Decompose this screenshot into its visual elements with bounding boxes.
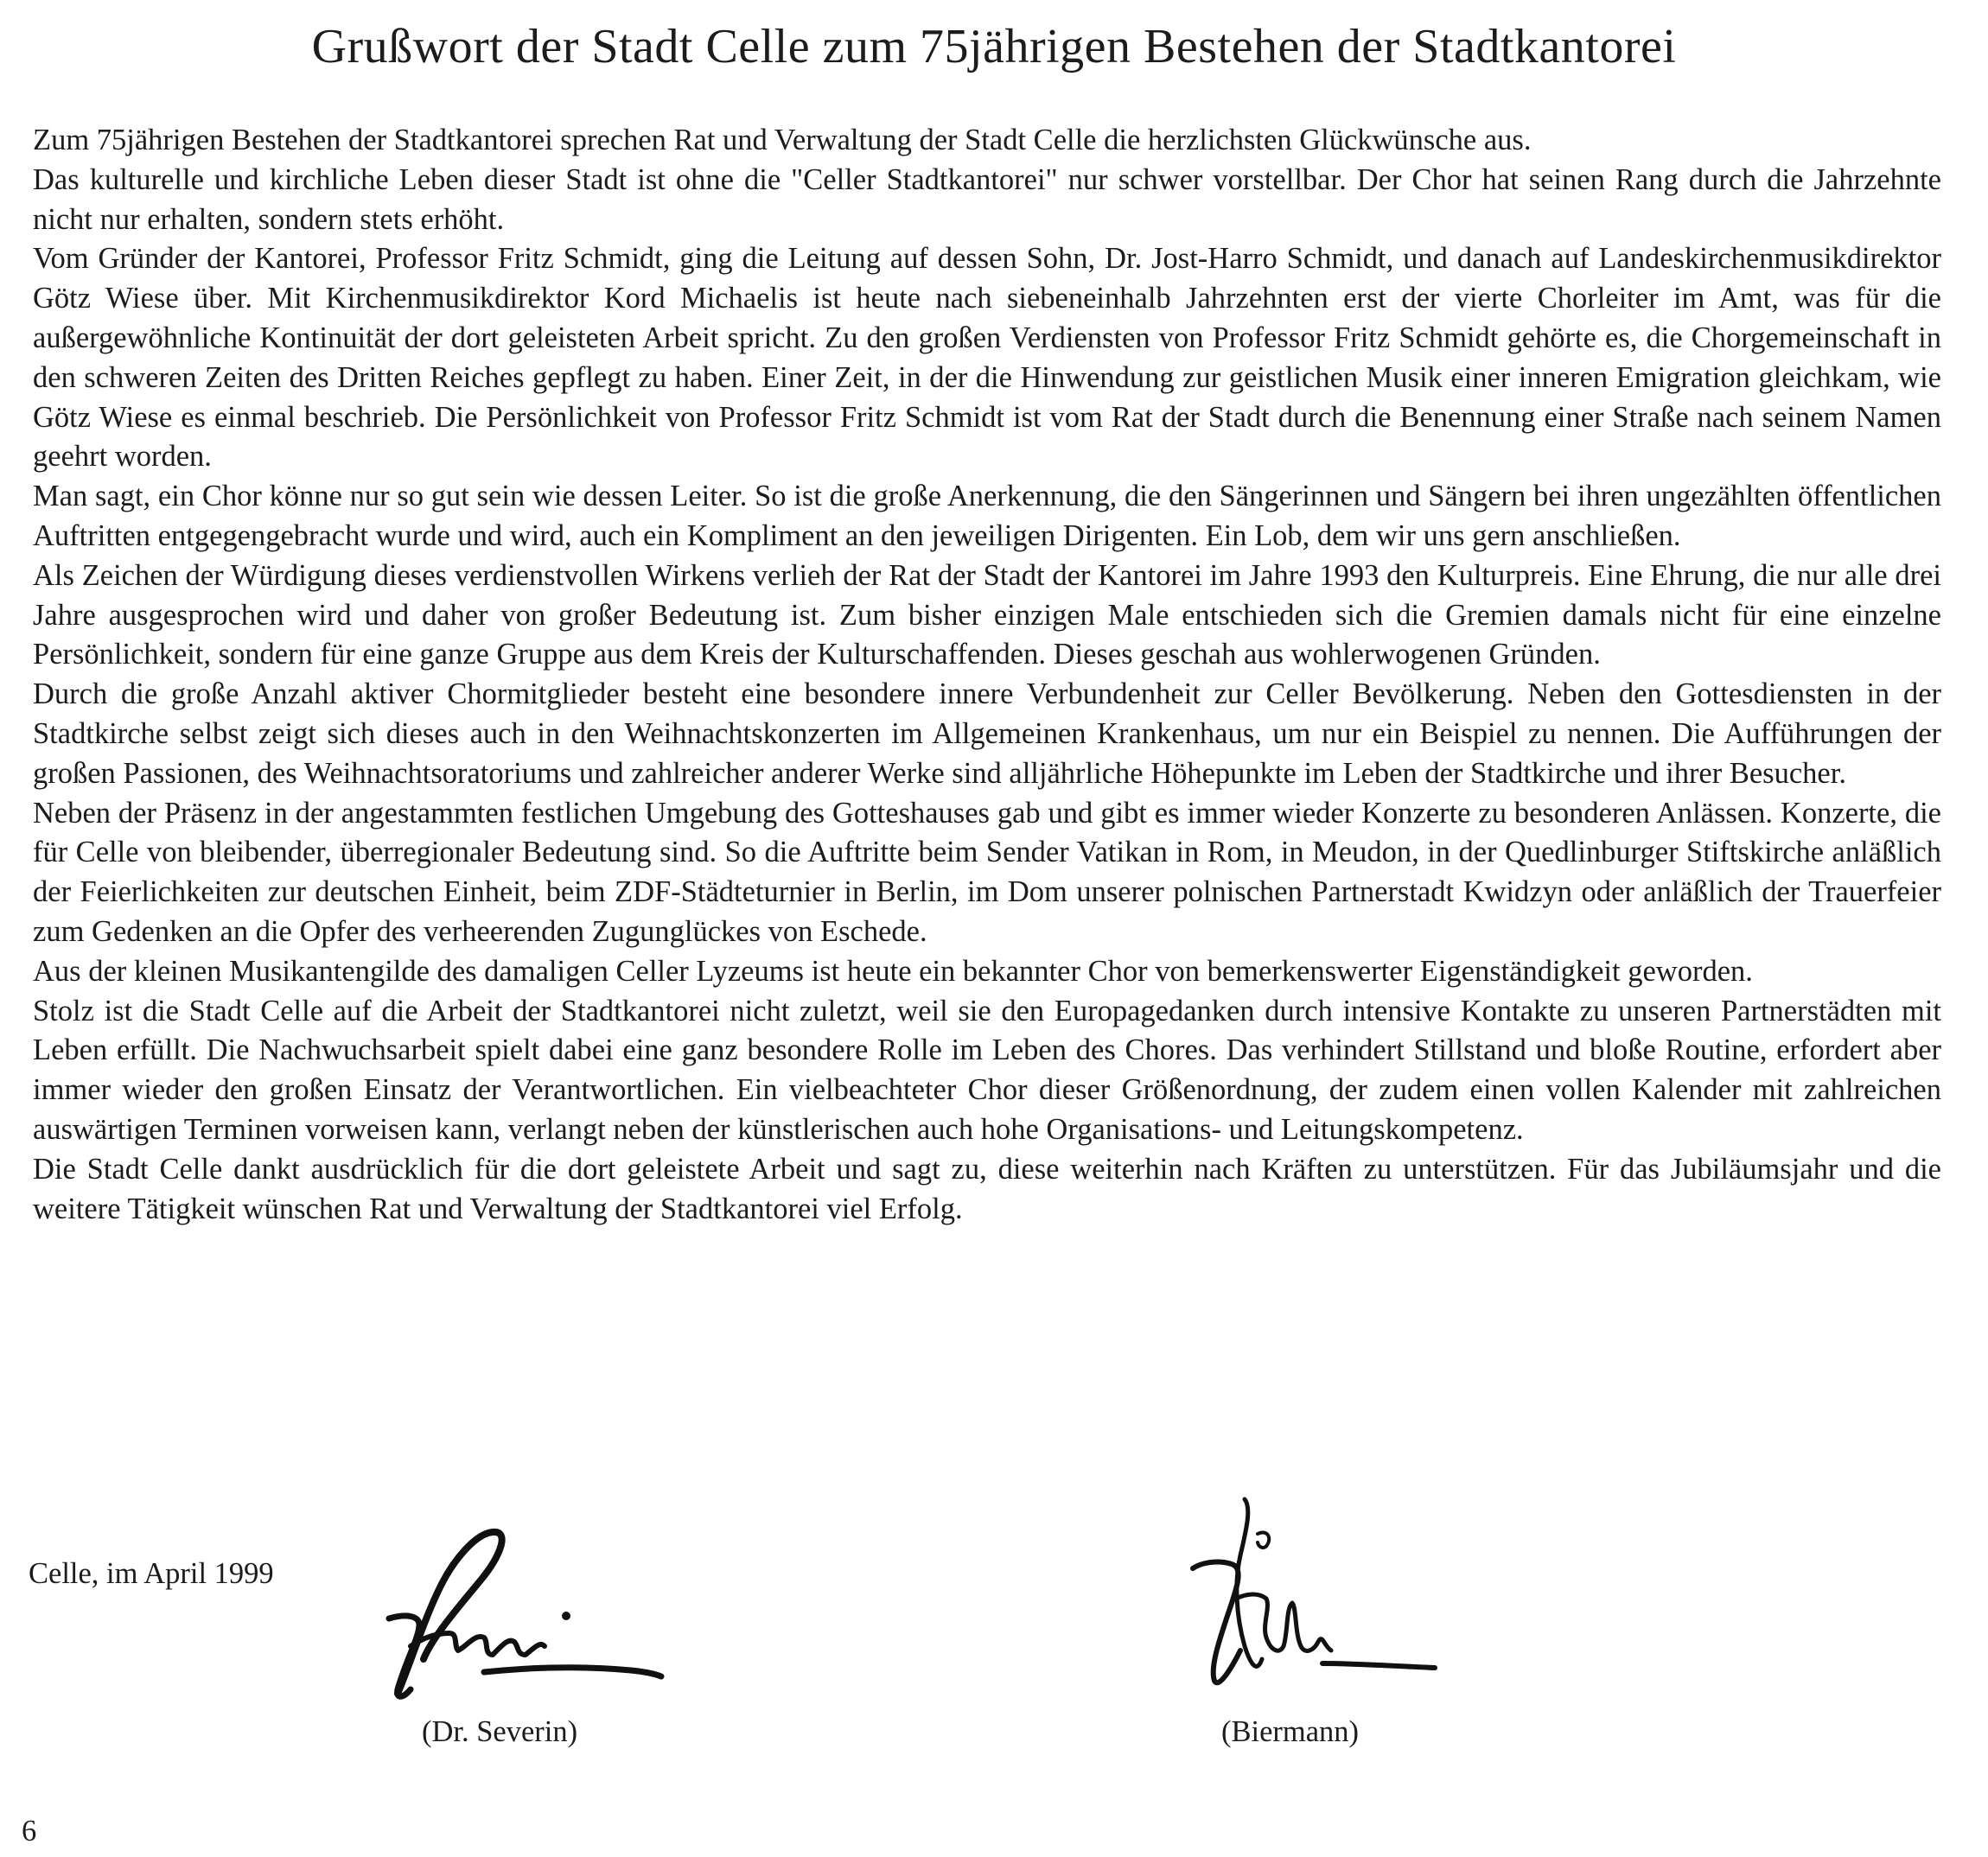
paragraph: Zum 75jährigen Bestehen der Stadtkantorei sprechen Rat und Verwaltung der Stadt Celle die herzlichsten Glückwünsche aus. xyxy=(33,124,1532,156)
signature-severin-icon xyxy=(372,1517,674,1715)
signer-name-severin: (Dr. Severin) xyxy=(422,1715,578,1748)
paragraph: Die Stadt Celle dankt ausdrücklich für die dort geleistete Arbeit und sagt zu, diese weiterhin nach Kräften zu unterstützen. Für das Jubiläumsjahr und die weitere Tätigkeit wünschen Rat und Verwaltung der Stadtkantorei viel Erfolg. xyxy=(33,1152,1941,1225)
page-number: 6 xyxy=(22,1815,37,1847)
paragraph: Vom Gründer der Kantorei, Professor Fritz Schmidt, ging die Leitung auf dessen Sohn, Dr. Jost-Harro Schmidt, und danach auf Landeskirchenmusikdirektor Götz Wiese über. Mit Kirchenmusikdirektor Kord Michaelis ist heute nach siebeneinhalb Jahrzehnten erst der vierte Chorleiter im Amt, was für die außergewöhnliche Kontinuität der dort geleisteten Arbeit spricht. Zu den großen Verdiensten von Professor Fritz Schmidt gehörte es, die Chorgemeinschaft in den schweren Zeiten des Dritten Reiches gepflegt zu haben. Einer Zeit, in der die Hinwendung zur geistlichen Musik einer inneren Emigration gleichkam, wie Götz Wiese es einmal beschrieb. Die Persönlichkeit von Professor Fritz Schmidt ist vom Rat der Stadt durch die Benennung einer Straße nach seinem Namen geehrt worden. xyxy=(33,242,1941,474)
paragraph: Durch die große Anzahl aktiver Chormitglieder besteht eine besondere innere Verbundenheit zur Celler Bevölkerung. Neben den Gottesdiensten in der Stadtkirche selbst zeigt sich dieses auch in den Weihnachtskonzerten im Allgemeinen Krankenhaus, um nur ein Beispiel zu nennen. Die Aufführungen der großen Passionen, des Weihnachtsoratoriums und zahlreicher anderer Werke sind alljährliche Höhepunkte im Leben der Stadtkirche und ihrer Besucher. xyxy=(33,677,1941,790)
paragraph: Neben der Präsenz in der angestammten festlichen Umgebung des Gotteshauses gab und gibt es immer wieder Konzerte zu besonderen Anlässen. Konzerte, die für Celle von bleibender, überregionaler Bedeutung sind. So die Auftritte beim Sender Vatikan in Rom, in Meudon, in der Quedlinburger Stiftskirche anläßlich der Feierlichkeiten zur deutschen Einheit, beim ZDF-Städteturnier in Berlin, im Dom unserer polnischen Partnerstadt Kwidzyn oder anläßlich der Trauerfeier zum Gedenken an die Opfer des verheerenden Zugunglückes von Eschede. xyxy=(33,796,1941,948)
page-title: Grußwort der Stadt Celle zum 75jährigen Bestehen der Stadtkantorei xyxy=(311,20,1677,73)
paragraph: Das kulturelle und kirchliche Leben dieser Stadt ist ohne die "Celler Stadtkantorei" nur schwer vorstellbar. Der Chor hat seinen Rang durch die Jahrzehnte nicht nur erhalten, sondern stets erhöht. xyxy=(33,162,1941,236)
paragraph: Man sagt, ein Chor könne nur so gut sein wie dessen Leiter. So ist die große Anerkennung, die den Sängerinnen und Sängern bei ihren ungezählten öffentlichen Auftritten entgegengebracht wurde und wird, auch ein Kompliment an den jeweiligen Dirigenten. Ein Lob, dem wir uns gern anschließen. xyxy=(33,480,1941,552)
signer-name-biermann: (Biermann) xyxy=(1221,1715,1360,1748)
signature-biermann-icon xyxy=(1184,1495,1443,1702)
paragraph: Als Zeichen der Würdigung dieses verdienstvollen Wirkens verlieh der Rat der Stadt der Kantorei im Jahre 1993 den Kulturpreis. Eine Ehrung, die nur alle drei Jahre ausgesprochen wird und daher von großer Bedeutung ist. Zum bisher einzigen Male entschieden sich die Gremien damals nicht für eine einzelne Persönlichkeit, sondern für eine ganze Gruppe aus dem Kreis der Kulturschaffenden. Dieses geschah aus wohlerwogenen Gründen. xyxy=(33,558,1941,671)
place-date: Celle, im April 1999 xyxy=(29,1557,274,1590)
paragraph: Aus der kleinen Musikantengilde des damaligen Celler Lyzeums ist heute ein bekannter Chor von bemerkenswerter Eigenständigkeit geworden. xyxy=(33,954,1753,988)
body-text xyxy=(33,121,1941,1229)
paragraph: Stolz ist die Stadt Celle auf die Arbeit der Stadtkantorei nicht zuletzt, weil sie den Europagedanken durch intensive Kontakte zu unseren Partnerstädten mit Leben erfüllt. Die Nachwuchsarbeit spielt dabei eine ganz besondere Rolle im Leben des Chores. Das verhindert Stillstand und bloße Routine, erfordert aber immer wieder den großen Einsatz der Verantwortlichen. Ein vielbeachteter Chor dieser Größenordnung, der zudem einen vollen Kalender mit zahlreichen auswärtigen Terminen vorweisen kann, verlangt neben der künstlerischen auch hohe Organisations- und Leitungskompetenz. xyxy=(33,994,1941,1146)
